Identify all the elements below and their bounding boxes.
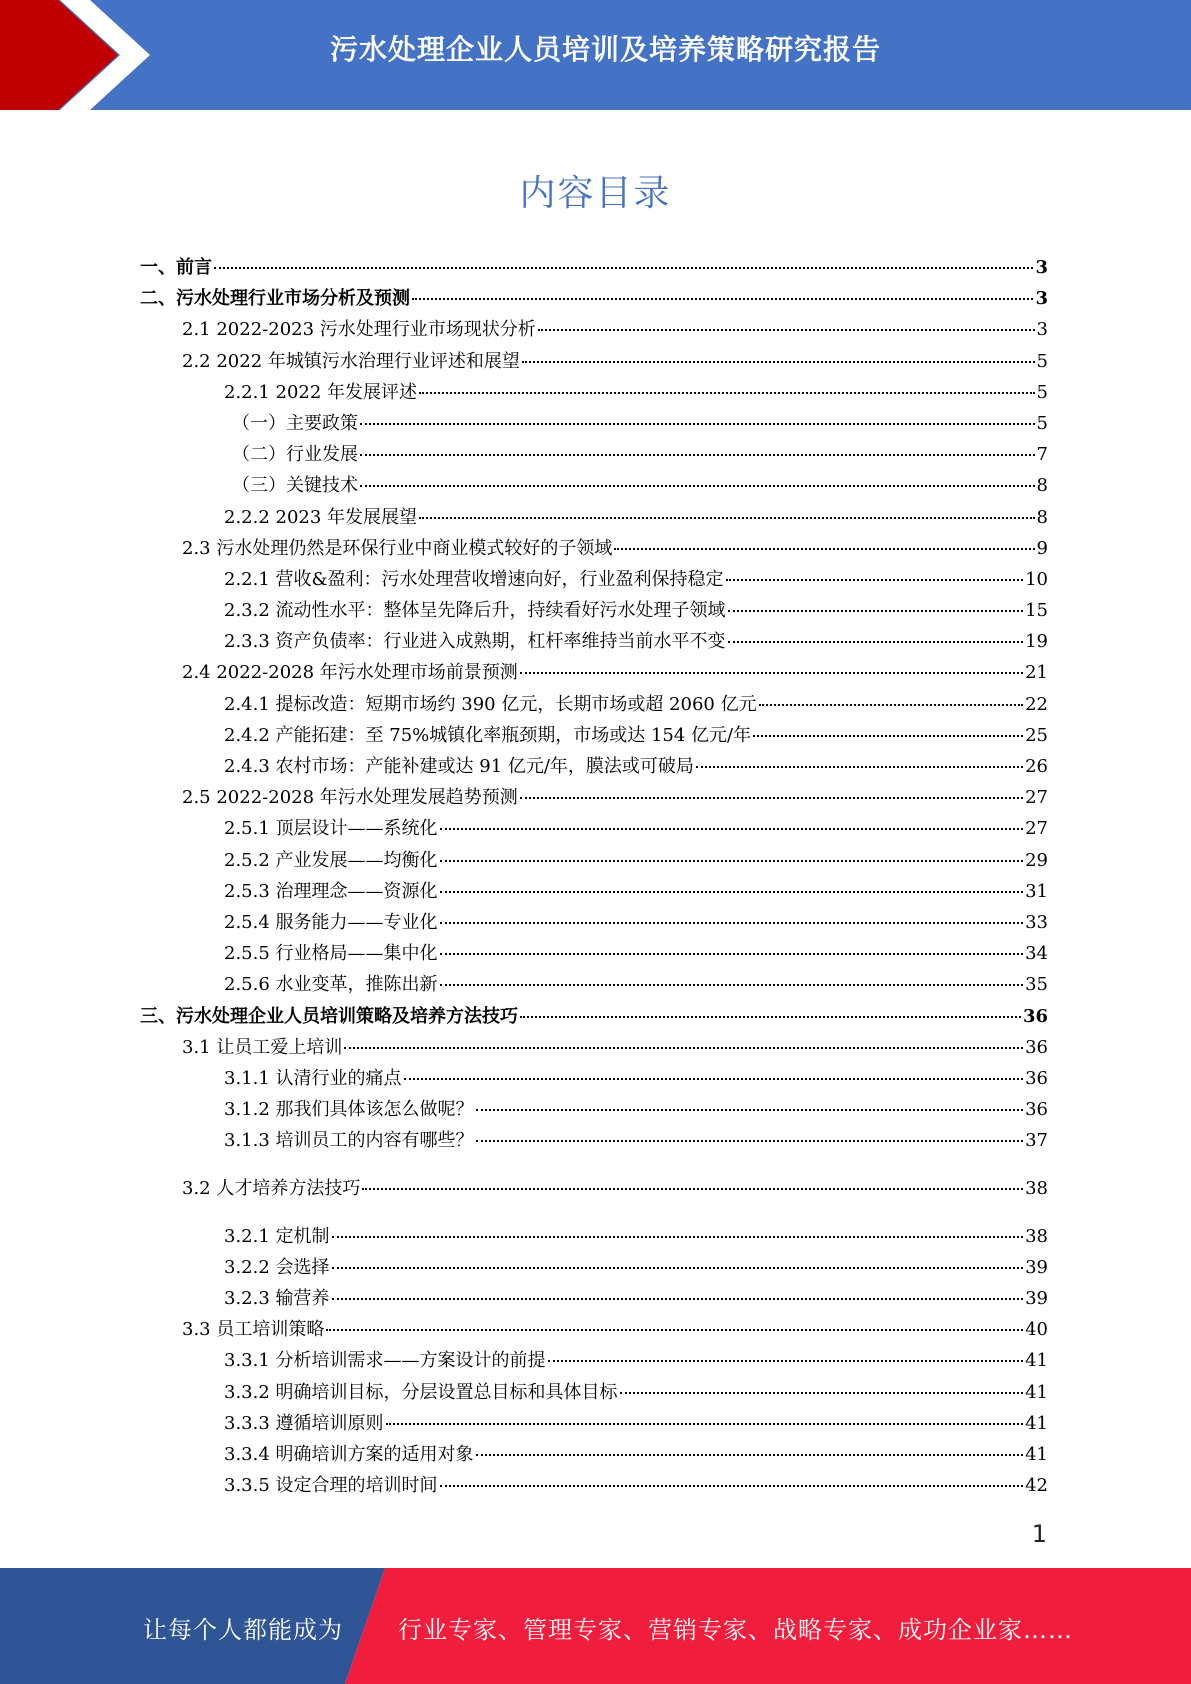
toc-entry-title: 2.4.1 提标改造：短期市场约 390 亿元，长期市场或超 2060 亿元 [224, 693, 757, 715]
toc-entry-page: 38 [1025, 1225, 1048, 1247]
toc-entry[interactable] [140, 1173, 1048, 1204]
toc-entry-title: 2.4.3 农村市场：产能补建或达 91 亿元/年，膜法或可破局 [224, 756, 694, 777]
toc-entry[interactable] [140, 377, 1048, 408]
toc-entry-page: 25 [1025, 724, 1048, 746]
toc-entry[interactable] [140, 845, 1048, 876]
toc-entry-title: 一、前言 [140, 257, 212, 278]
toc-entry-page: 15 [1025, 600, 1048, 622]
toc-entry-title: 2.1 2022-2023 污水处理行业市场现状分析 [182, 319, 536, 341]
toc-entry-title: 2.2.1 2022 年发展评述 [224, 381, 418, 403]
toc-dot-leader [214, 267, 1033, 269]
toc-dot-leader [344, 1047, 1023, 1049]
toc-dot-leader [386, 1423, 1024, 1425]
footer-band [0, 1568, 1191, 1684]
toc-entry-page: 41 [1025, 1350, 1048, 1372]
toc-dot-leader [726, 579, 1024, 581]
toc-entry-title: 2.3 污水处理仍然是环保行业中商业模式较好的子领域 [182, 537, 613, 559]
toc-dot-leader [362, 1188, 1023, 1190]
toc-dot-leader [522, 361, 1035, 363]
toc-entry-page: 36 [1025, 1036, 1048, 1058]
toc-entry-title: （三）关键技术 [232, 475, 358, 497]
toc-entry-page: 39 [1025, 1288, 1048, 1309]
toc-dot-leader [614, 548, 1034, 550]
toc-entry-title: 3.3.1 分析培训需求——方案设计的前提 [224, 1350, 546, 1372]
toc-entry[interactable] [140, 439, 1048, 470]
toc-dot-leader [440, 891, 1024, 893]
toc-dot-leader [440, 922, 1024, 924]
toc-entry-page: 39 [1025, 1256, 1048, 1278]
toc-dot-leader [728, 641, 1024, 643]
toc-entry-title: 2.5.2 产业发展——均衡化 [224, 849, 438, 871]
toc-dot-leader [326, 1329, 1023, 1331]
toc-entry-title: 3.2.3 输营养 [224, 1288, 330, 1309]
toc-entry-page: 21 [1025, 662, 1048, 684]
toc-entry-title: 3.2 人才培养方法技巧 [182, 1178, 361, 1200]
toc-entry-title: 2.5 2022-2028 年污水处理发展趋势预测 [182, 787, 518, 809]
toc-entry[interactable] [140, 720, 1048, 751]
toc-entry[interactable] [140, 1032, 1048, 1063]
toc-entry-page: 3 [1035, 257, 1048, 278]
toc-entry[interactable] [140, 938, 1048, 969]
toc-entry-page: 29 [1025, 849, 1048, 871]
toc-dot-leader [419, 392, 1034, 394]
footer-slogan-left: 让每个人都能成为 [143, 1616, 343, 1644]
toc-entry-page: 8 [1036, 506, 1048, 528]
toc-dot-leader [360, 423, 1035, 425]
toc-entry[interactable] [140, 1283, 1048, 1314]
toc-entry[interactable] [140, 346, 1048, 377]
table-of-contents [140, 252, 1048, 1501]
toc-dot-leader [548, 1360, 1024, 1362]
toc-entry-title: 2.5.3 治理理念——资源化 [224, 880, 438, 902]
toc-entry-title: 3.1.1 认清行业的痛点 [224, 1067, 402, 1089]
toc-entry-title: 3.3.3 遵循培训原则 [224, 1412, 384, 1434]
toc-entry[interactable] [140, 470, 1048, 501]
toc-entry[interactable] [140, 1470, 1048, 1501]
toc-entry-page: 35 [1025, 974, 1048, 996]
toc-entry-page: 3 [1035, 288, 1048, 310]
toc-entry-page: 5 [1036, 381, 1048, 403]
toc-dot-leader [440, 828, 1024, 830]
toc-entry[interactable] [140, 283, 1048, 314]
toc-dot-leader [404, 1078, 1024, 1080]
toc-entry[interactable] [140, 626, 1048, 657]
toc-entry-title: 2.4 2022-2028 年污水处理市场前景预测 [182, 662, 518, 684]
toc-dot-leader [360, 485, 1035, 487]
toc-entry-title: 3.3 员工培训策略 [182, 1319, 325, 1341]
toc-entry[interactable] [140, 314, 1048, 345]
toc-entry-page: 41 [1025, 1412, 1048, 1434]
toc-entry[interactable] [140, 1221, 1048, 1252]
toc-entry[interactable] [140, 751, 1048, 782]
toc-entry[interactable] [140, 533, 1048, 564]
toc-entry[interactable] [140, 1094, 1048, 1125]
toc-entry-title: 3.2.2 会选择 [224, 1256, 330, 1278]
toc-entry-page: 22 [1025, 693, 1048, 715]
toc-entry-page: 38 [1025, 1178, 1048, 1200]
toc-dot-leader [753, 735, 1023, 737]
toc-dot-leader [412, 298, 1033, 300]
toc-entry-title: 2.5.6 水业变革，推陈出新 [224, 974, 438, 996]
toc-dot-leader [476, 1140, 1024, 1142]
header-band [0, 0, 1191, 110]
footer-slogan-right: 行业专家、管理专家、营销专家、战略专家、成功企业家…… [398, 1616, 1073, 1644]
toc-entry[interactable] [140, 1345, 1048, 1376]
toc-entry[interactable] [140, 564, 1048, 595]
toc-dot-leader [332, 1267, 1024, 1269]
toc-dot-leader [332, 1236, 1024, 1238]
toc-entry-title: 3.3.2 明确培训目标，分层设置总目标和具体目标 [224, 1381, 618, 1403]
toc-entry-title: 3.3.4 明确培训方案的适用对象 [224, 1443, 474, 1465]
toc-dot-leader [360, 454, 1035, 456]
toc-dot-leader [520, 797, 1023, 799]
page-number: 1 [1031, 1520, 1047, 1548]
report-title: 污水处理企业人员培训及培养策略研究报告 [329, 33, 881, 66]
toc-dot-leader [476, 1454, 1024, 1456]
toc-entry[interactable] [140, 813, 1048, 844]
toc-entry[interactable] [140, 1377, 1048, 1408]
toc-entry-page: 34 [1025, 943, 1048, 965]
toc-entry-title: 3.1.3 培训员工的内容有哪些？ [224, 1130, 474, 1152]
toc-entry-page: 41 [1025, 1381, 1048, 1403]
toc-dot-leader [520, 1016, 1021, 1018]
toc-entry[interactable] [140, 1063, 1048, 1094]
toc-entry-title: 2.2.1 营收&盈利：污水处理营收增速向好，行业盈利保持稳定 [224, 568, 724, 590]
toc-entry-page: 10 [1025, 568, 1048, 590]
toc-entry-title: 2.5.4 服务能力——专业化 [224, 911, 438, 933]
toc-entry-page: 7 [1036, 444, 1048, 466]
toc-entry-page: 26 [1025, 756, 1048, 777]
toc-entry[interactable] [140, 502, 1048, 533]
toc-entry-title: 2.4.2 产能拓建：至 75%城镇化率瓶颈期，市场或达 154 亿元/年 [224, 724, 752, 746]
toc-entry[interactable] [140, 1408, 1048, 1439]
toc-entry[interactable] [140, 1439, 1048, 1470]
toc-entry-page: 8 [1036, 475, 1048, 497]
toc-entry-title: 2.2 2022 年城镇污水治理行业评述和展望 [182, 350, 520, 372]
toc-entry[interactable] [140, 907, 1048, 938]
toc-dot-leader [520, 672, 1023, 674]
toc-entry-page: 3 [1036, 319, 1048, 341]
toc-dot-leader [332, 1298, 1024, 1300]
toc-entry-title: 3.1.2 那我们具体该怎么做呢？ [224, 1099, 474, 1121]
toc-entry-title: 2.3.3 资产负债率：行业进入成熟期，杠杆率维持当前水平不变 [224, 631, 726, 653]
toc-dot-leader [440, 984, 1024, 986]
toc-entry-page: 5 [1036, 412, 1048, 434]
toc-entry-title: （二）行业发展 [232, 444, 358, 466]
toc-entry-title: 3.2.1 定机制 [224, 1225, 330, 1247]
toc-entry-page: 36 [1022, 1005, 1048, 1027]
toc-entry-title: 2.3.2 流动性水平：整体呈先降后升，持续看好污水处理子领域 [224, 600, 726, 622]
toc-dot-leader [728, 610, 1024, 612]
toc-entry[interactable] [140, 969, 1048, 1000]
toc-entry[interactable] [140, 657, 1048, 688]
toc-dot-leader [476, 1109, 1024, 1111]
toc-heading: 内容目录 [519, 173, 672, 214]
toc-dot-leader [419, 517, 1034, 519]
toc-dot-leader [440, 953, 1024, 955]
toc-entry[interactable] [140, 595, 1048, 626]
toc-entry-page: 36 [1025, 1067, 1048, 1089]
toc-entry-page: 9 [1036, 537, 1048, 559]
toc-entry-title: 二、污水处理行业市场分析及预测 [140, 288, 410, 310]
toc-entry-page: 5 [1036, 350, 1048, 372]
toc-entry-title: 2.2.2 2023 年发展展望 [224, 506, 418, 528]
toc-entry[interactable] [140, 1252, 1048, 1283]
toc-entry-title: （一）主要政策 [232, 412, 358, 434]
toc-entry-title: 3.3.5 设定合理的培训时间 [224, 1475, 438, 1497]
toc-entry[interactable] [140, 1314, 1048, 1345]
toc-entry-page: 42 [1025, 1475, 1048, 1497]
toc-dot-leader [538, 329, 1035, 331]
toc-entry-page: 40 [1025, 1319, 1048, 1341]
toc-dot-leader [759, 704, 1024, 706]
toc-entry-page: 31 [1025, 880, 1048, 902]
toc-entry-page: 19 [1025, 631, 1048, 653]
toc-dot-leader [620, 1392, 1024, 1394]
toc-entry[interactable] [140, 876, 1048, 907]
toc-dot-leader [440, 1485, 1024, 1487]
toc-entry[interactable] [140, 689, 1048, 720]
toc-entry-page: 27 [1025, 818, 1048, 840]
toc-entry[interactable] [140, 408, 1048, 439]
toc-entry-page: 41 [1025, 1443, 1048, 1465]
toc-dot-leader [696, 766, 1023, 768]
toc-entry-title: 3.1 让员工爱上培训 [182, 1036, 343, 1058]
toc-entry[interactable] [140, 1001, 1048, 1032]
toc-entry-page: 37 [1025, 1130, 1048, 1152]
toc-entry-title: 2.5.5 行业格局——集中化 [224, 943, 438, 965]
toc-entry-page: 33 [1025, 911, 1048, 933]
toc-entry[interactable] [140, 252, 1048, 283]
toc-entry-page: 36 [1025, 1099, 1048, 1121]
toc-entry[interactable] [140, 1125, 1048, 1156]
toc-entry-title: 三、污水处理企业人员培训策略及培养方法技巧 [140, 1005, 518, 1027]
toc-entry-title: 2.5.1 顶层设计——系统化 [224, 818, 438, 840]
toc-dot-leader [440, 860, 1024, 862]
toc-entry[interactable] [140, 782, 1048, 813]
toc-entry-page: 27 [1025, 787, 1048, 809]
